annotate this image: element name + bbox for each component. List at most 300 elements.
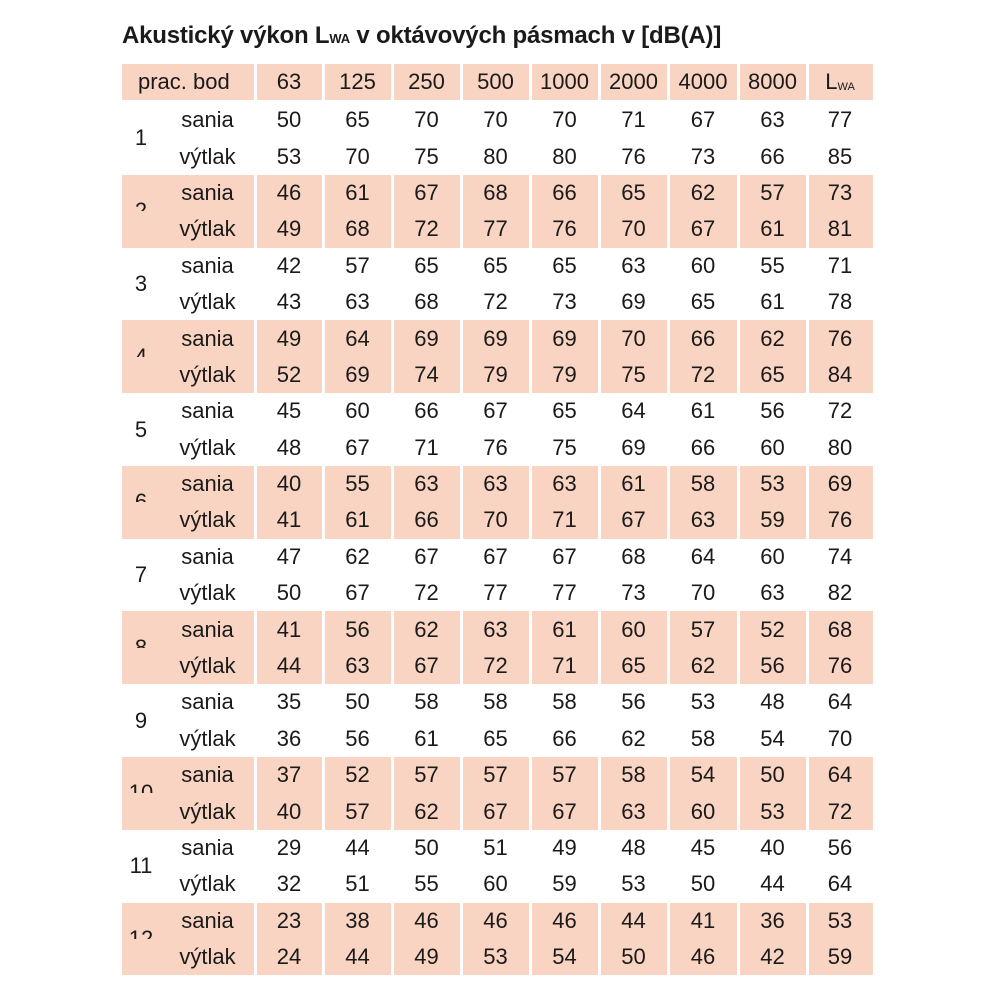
column-gap	[391, 357, 394, 393]
value-cell: 76	[621, 143, 646, 169]
column-gap	[598, 175, 601, 211]
value-cell: 49	[552, 835, 577, 860]
value-cell: 44	[276, 653, 302, 679]
value-cell: 80	[827, 434, 853, 460]
value-cell: 69	[827, 471, 853, 497]
work-point-number: 3	[134, 270, 148, 296]
header-row	[122, 64, 873, 100]
row-label-sania: sania	[181, 252, 234, 278]
column-gap	[322, 611, 325, 647]
column-gap	[391, 939, 394, 975]
column-gap	[460, 757, 463, 793]
column-gap	[460, 175, 463, 211]
value-cell: 53	[483, 944, 508, 970]
column-gap	[667, 757, 670, 793]
value-cell: 77	[483, 216, 508, 242]
column-gap	[598, 757, 601, 793]
column-gap	[254, 211, 257, 247]
column-gap	[529, 466, 532, 502]
value-cell: 64	[345, 325, 370, 351]
value-cell: 58	[690, 725, 716, 751]
row-label-vytlak: výtlak	[179, 434, 236, 460]
value-cell: 53	[827, 907, 853, 933]
column-gap	[322, 903, 325, 939]
value-cell: 72	[827, 798, 853, 824]
value-cell: 72	[690, 361, 716, 387]
value-cell: 62	[760, 325, 785, 351]
column-gap	[737, 648, 740, 684]
value-cell: 79	[483, 361, 508, 387]
row-label-sania: sania	[181, 471, 234, 497]
value-cell: 70	[827, 725, 853, 751]
value-cell: 73	[552, 289, 577, 315]
value-cell: 65	[552, 398, 577, 424]
row-label-sania: sania	[181, 543, 234, 569]
header-band-4000: 4000	[668, 64, 738, 100]
column-gap	[529, 648, 532, 684]
value-cell: 40	[760, 835, 785, 860]
row-label-vytlak: výtlak	[179, 725, 236, 751]
value-cell: 63	[345, 289, 370, 315]
table-row	[122, 721, 873, 757]
row-label-sania: sania	[181, 762, 234, 788]
value-cell: 76	[827, 507, 853, 533]
row-label-sania: sania	[181, 907, 234, 933]
column-gap	[254, 611, 257, 647]
column-gap	[391, 320, 394, 356]
table-row	[122, 539, 873, 588]
value-cell: 49	[276, 325, 302, 351]
value-cell: 66	[414, 398, 439, 424]
value-cell: 52	[276, 361, 302, 387]
value-cell: 58	[483, 689, 508, 715]
value-cell: 53	[276, 143, 302, 169]
value-cell: 69	[345, 361, 370, 387]
column-gap	[737, 64, 740, 100]
table-title	[122, 22, 721, 50]
value-cell: 77	[552, 580, 577, 606]
value-cell: 80	[483, 143, 508, 169]
row-label-vytlak: výtlak	[179, 507, 236, 533]
value-cell: 75	[552, 434, 577, 460]
column-gap	[460, 903, 463, 939]
value-cell: 41	[690, 907, 716, 933]
value-cell: 74	[414, 361, 439, 387]
value-cell: 61	[621, 471, 646, 497]
column-gap	[254, 64, 257, 100]
value-cell: 70	[414, 107, 439, 133]
value-cell: 84	[827, 361, 853, 387]
table-row	[122, 793, 873, 829]
value-cell: 51	[345, 871, 370, 897]
value-cell: 72	[483, 653, 508, 679]
value-cell: 65	[552, 252, 577, 278]
value-cell: 32	[276, 871, 302, 897]
value-cell: 38	[345, 907, 370, 933]
value-cell: 56	[760, 653, 785, 679]
table-row	[122, 175, 873, 211]
value-cell: 55	[760, 252, 785, 278]
value-cell: 67	[414, 543, 439, 569]
table-row	[122, 502, 873, 538]
column-gap	[460, 648, 463, 684]
value-cell: 72	[827, 398, 853, 424]
value-cell: 65	[414, 252, 439, 278]
column-gap	[460, 793, 463, 829]
value-cell: 60	[483, 871, 508, 897]
column-gap	[667, 648, 670, 684]
table-row	[122, 138, 873, 174]
value-cell: 35	[276, 689, 302, 715]
title-prefix: Akustický výkon L	[122, 22, 330, 49]
column-gap	[806, 320, 809, 356]
value-cell: 65	[345, 107, 370, 133]
value-cell: 61	[414, 725, 439, 751]
value-cell: 42	[760, 944, 785, 970]
row-label-vytlak: výtlak	[179, 361, 236, 387]
table-row	[122, 102, 873, 151]
column-gap	[529, 175, 532, 211]
value-cell: 60	[760, 543, 785, 569]
header-band-250: 250	[392, 64, 461, 100]
value-cell: 70	[483, 107, 508, 133]
value-cell: 68	[827, 616, 853, 642]
value-cell: 75	[414, 143, 439, 169]
column-gap	[460, 64, 463, 100]
column-gap	[806, 64, 809, 100]
value-cell: 63	[760, 580, 785, 606]
row-label-sania: sania	[181, 325, 234, 351]
value-cell: 63	[483, 616, 508, 642]
value-cell: 76	[827, 653, 853, 679]
value-cell: 49	[414, 944, 439, 970]
column-gap	[322, 793, 325, 829]
column-gap	[667, 903, 670, 939]
column-gap	[737, 757, 740, 793]
value-cell: 63	[483, 471, 508, 497]
value-cell: 70	[552, 107, 577, 133]
column-gap	[598, 939, 601, 975]
column-gap	[806, 648, 809, 684]
column-gap	[322, 320, 325, 356]
column-gap	[254, 648, 257, 684]
table-row	[122, 357, 873, 393]
column-gap	[598, 466, 601, 502]
column-gap	[529, 903, 532, 939]
value-cell: 70	[690, 580, 716, 606]
column-gap	[667, 466, 670, 502]
row-label-vytlak: výtlak	[179, 653, 236, 679]
value-cell: 63	[621, 252, 646, 278]
column-gap	[737, 211, 740, 247]
column-gap	[391, 502, 394, 538]
column-gap	[460, 466, 463, 502]
value-cell: 55	[345, 471, 370, 497]
value-cell: 61	[552, 616, 577, 642]
value-cell: 65	[483, 725, 508, 751]
value-cell: 51	[483, 835, 508, 860]
header-band-63: 63	[255, 64, 323, 100]
value-cell: 59	[760, 507, 785, 533]
value-cell: 46	[414, 907, 439, 933]
column-gap	[254, 903, 257, 939]
value-cell: 80	[552, 143, 577, 169]
work-point-number: 1	[134, 125, 148, 151]
value-cell: 65	[760, 361, 785, 387]
value-cell: 60	[690, 252, 716, 278]
value-cell: 72	[414, 216, 439, 242]
column-gap	[322, 357, 325, 393]
table-row	[122, 648, 873, 684]
column-gap	[322, 502, 325, 538]
row-label-sania: sania	[181, 689, 234, 715]
table-row	[122, 211, 873, 247]
value-cell: 56	[760, 398, 785, 424]
value-cell: 46	[276, 179, 302, 205]
column-gap	[460, 211, 463, 247]
table-row	[122, 866, 873, 902]
value-cell: 67	[621, 507, 646, 533]
value-cell: 62	[414, 798, 439, 824]
value-cell: 73	[621, 580, 646, 606]
value-cell: 64	[690, 543, 716, 569]
value-cell: 82	[827, 580, 853, 606]
column-gap	[667, 793, 670, 829]
header-lwa-sub: WA	[837, 81, 855, 93]
value-cell: 64	[621, 398, 646, 424]
column-gap	[667, 502, 670, 538]
value-cell: 71	[552, 653, 577, 679]
column-gap	[598, 648, 601, 684]
value-cell: 48	[621, 835, 646, 860]
value-cell: 76	[552, 216, 577, 242]
value-cell: 58	[690, 471, 716, 497]
column-gap	[529, 320, 532, 356]
value-cell: 53	[690, 689, 716, 715]
title-suffix: v oktávových pásmach v [dB(A)]	[349, 22, 722, 49]
work-point-number: 7	[134, 562, 148, 588]
value-cell: 45	[690, 835, 716, 860]
value-cell: 67	[345, 434, 370, 460]
header-lwa	[807, 64, 873, 100]
column-gap	[667, 211, 670, 247]
table-row	[122, 575, 873, 611]
value-cell: 81	[827, 216, 853, 242]
value-cell: 72	[414, 580, 439, 606]
value-cell: 57	[483, 762, 508, 788]
value-cell: 45	[276, 398, 302, 424]
column-gap	[806, 939, 809, 975]
column-gap	[806, 793, 809, 829]
header-work-point: prac. bod	[122, 64, 255, 100]
column-gap	[667, 320, 670, 356]
header-band-1000: 1000	[530, 64, 599, 100]
table-row	[122, 830, 873, 879]
column-gap	[667, 357, 670, 393]
value-cell: 63	[621, 798, 646, 824]
value-cell: 78	[827, 289, 853, 315]
value-cell: 68	[345, 216, 370, 242]
value-cell: 68	[621, 543, 646, 569]
column-gap	[254, 793, 257, 829]
value-cell: 65	[690, 289, 716, 315]
column-gap	[322, 211, 325, 247]
row-label-sania: sania	[181, 107, 234, 133]
value-cell: 59	[552, 871, 577, 897]
value-cell: 61	[760, 289, 785, 315]
work-point-number: 5	[134, 416, 148, 442]
value-cell: 61	[760, 216, 785, 242]
row-label-vytlak: výtlak	[179, 143, 236, 169]
column-gap	[391, 211, 394, 247]
value-cell: 67	[414, 653, 439, 679]
row-label-vytlak: výtlak	[179, 944, 236, 970]
value-cell: 62	[414, 616, 439, 642]
value-cell: 62	[690, 179, 716, 205]
column-gap	[806, 903, 809, 939]
header-lwa-main: L	[825, 69, 838, 94]
column-gap	[598, 502, 601, 538]
column-gap	[322, 648, 325, 684]
value-cell: 54	[690, 762, 716, 788]
value-cell: 71	[827, 252, 853, 278]
column-gap	[806, 611, 809, 647]
value-cell: 68	[414, 289, 439, 315]
value-cell: 69	[414, 325, 439, 351]
value-cell: 48	[276, 434, 302, 460]
value-cell: 76	[827, 325, 853, 351]
value-cell: 23	[276, 907, 302, 933]
value-cell: 67	[483, 398, 508, 424]
value-cell: 58	[552, 689, 577, 715]
value-cell: 40	[276, 471, 302, 497]
column-gap	[254, 466, 257, 502]
value-cell: 52	[760, 616, 785, 642]
column-gap	[667, 64, 670, 100]
value-cell: 57	[760, 179, 785, 205]
value-cell: 75	[621, 361, 646, 387]
value-cell: 73	[690, 143, 716, 169]
value-cell: 43	[276, 289, 302, 315]
value-cell: 66	[552, 179, 577, 205]
column-gap	[598, 793, 601, 829]
row-label-vytlak: výtlak	[179, 798, 236, 824]
row-label-vytlak: výtlak	[179, 580, 236, 606]
value-cell: 56	[345, 616, 370, 642]
value-cell: 66	[690, 325, 716, 351]
table-row	[122, 684, 873, 733]
column-gap	[391, 648, 394, 684]
value-cell: 63	[690, 507, 716, 533]
table-row	[122, 430, 873, 466]
value-cell: 64	[827, 871, 853, 897]
value-cell: 36	[760, 907, 785, 933]
column-gap	[806, 502, 809, 538]
value-cell: 67	[483, 543, 508, 569]
table-row	[122, 939, 873, 975]
column-gap	[529, 611, 532, 647]
value-cell: 71	[552, 507, 577, 533]
column-gap	[529, 502, 532, 538]
table-row	[122, 903, 873, 939]
table-row	[122, 466, 873, 502]
value-cell: 62	[345, 543, 370, 569]
value-cell: 54	[760, 725, 785, 751]
column-gap	[529, 357, 532, 393]
row-label-sania: sania	[181, 835, 234, 860]
value-cell: 50	[345, 689, 370, 715]
value-cell: 50	[276, 107, 302, 133]
row-label-sania: sania	[181, 179, 234, 205]
column-gap	[460, 357, 463, 393]
value-cell: 69	[621, 289, 646, 315]
column-gap	[322, 757, 325, 793]
column-gap	[391, 903, 394, 939]
value-cell: 70	[483, 507, 508, 533]
column-gap	[529, 211, 532, 247]
value-cell: 62	[621, 725, 646, 751]
column-gap	[322, 939, 325, 975]
value-cell: 65	[483, 252, 508, 278]
value-cell: 40	[276, 798, 302, 824]
value-cell: 69	[621, 434, 646, 460]
table-row	[122, 284, 873, 320]
value-cell: 58	[621, 762, 646, 788]
value-cell: 65	[621, 179, 646, 205]
value-cell: 60	[345, 398, 370, 424]
column-gap	[529, 793, 532, 829]
value-cell: 47	[276, 543, 302, 569]
value-cell: 36	[276, 725, 302, 751]
column-gap	[529, 757, 532, 793]
value-cell: 48	[760, 689, 785, 715]
column-gap	[322, 466, 325, 502]
column-gap	[254, 175, 257, 211]
column-gap	[529, 64, 532, 100]
value-cell: 67	[690, 107, 716, 133]
value-cell: 67	[345, 580, 370, 606]
column-gap	[806, 357, 809, 393]
column-gap	[737, 939, 740, 975]
value-cell: 63	[552, 471, 577, 497]
column-gap	[391, 175, 394, 211]
value-cell: 57	[414, 762, 439, 788]
value-cell: 85	[827, 143, 853, 169]
value-cell: 69	[483, 325, 508, 351]
column-gap	[598, 64, 601, 100]
column-gap	[391, 793, 394, 829]
value-cell: 70	[621, 325, 646, 351]
column-gap	[254, 757, 257, 793]
value-cell: 29	[276, 835, 302, 860]
value-cell: 50	[621, 944, 646, 970]
header-band-2000: 2000	[599, 64, 668, 100]
value-cell: 49	[276, 216, 302, 242]
value-cell: 59	[827, 944, 853, 970]
title-subscript: WA	[329, 31, 350, 46]
header-band-125: 125	[323, 64, 392, 100]
value-cell: 74	[827, 543, 853, 569]
row-label-vytlak: výtlak	[179, 216, 236, 242]
value-cell: 69	[552, 325, 577, 351]
value-cell: 67	[414, 179, 439, 205]
value-cell: 37	[276, 762, 302, 788]
value-cell: 60	[690, 798, 716, 824]
row-label-vytlak: výtlak	[179, 871, 236, 897]
value-cell: 62	[690, 653, 716, 679]
header-band-500: 500	[461, 64, 530, 100]
value-cell: 77	[483, 580, 508, 606]
